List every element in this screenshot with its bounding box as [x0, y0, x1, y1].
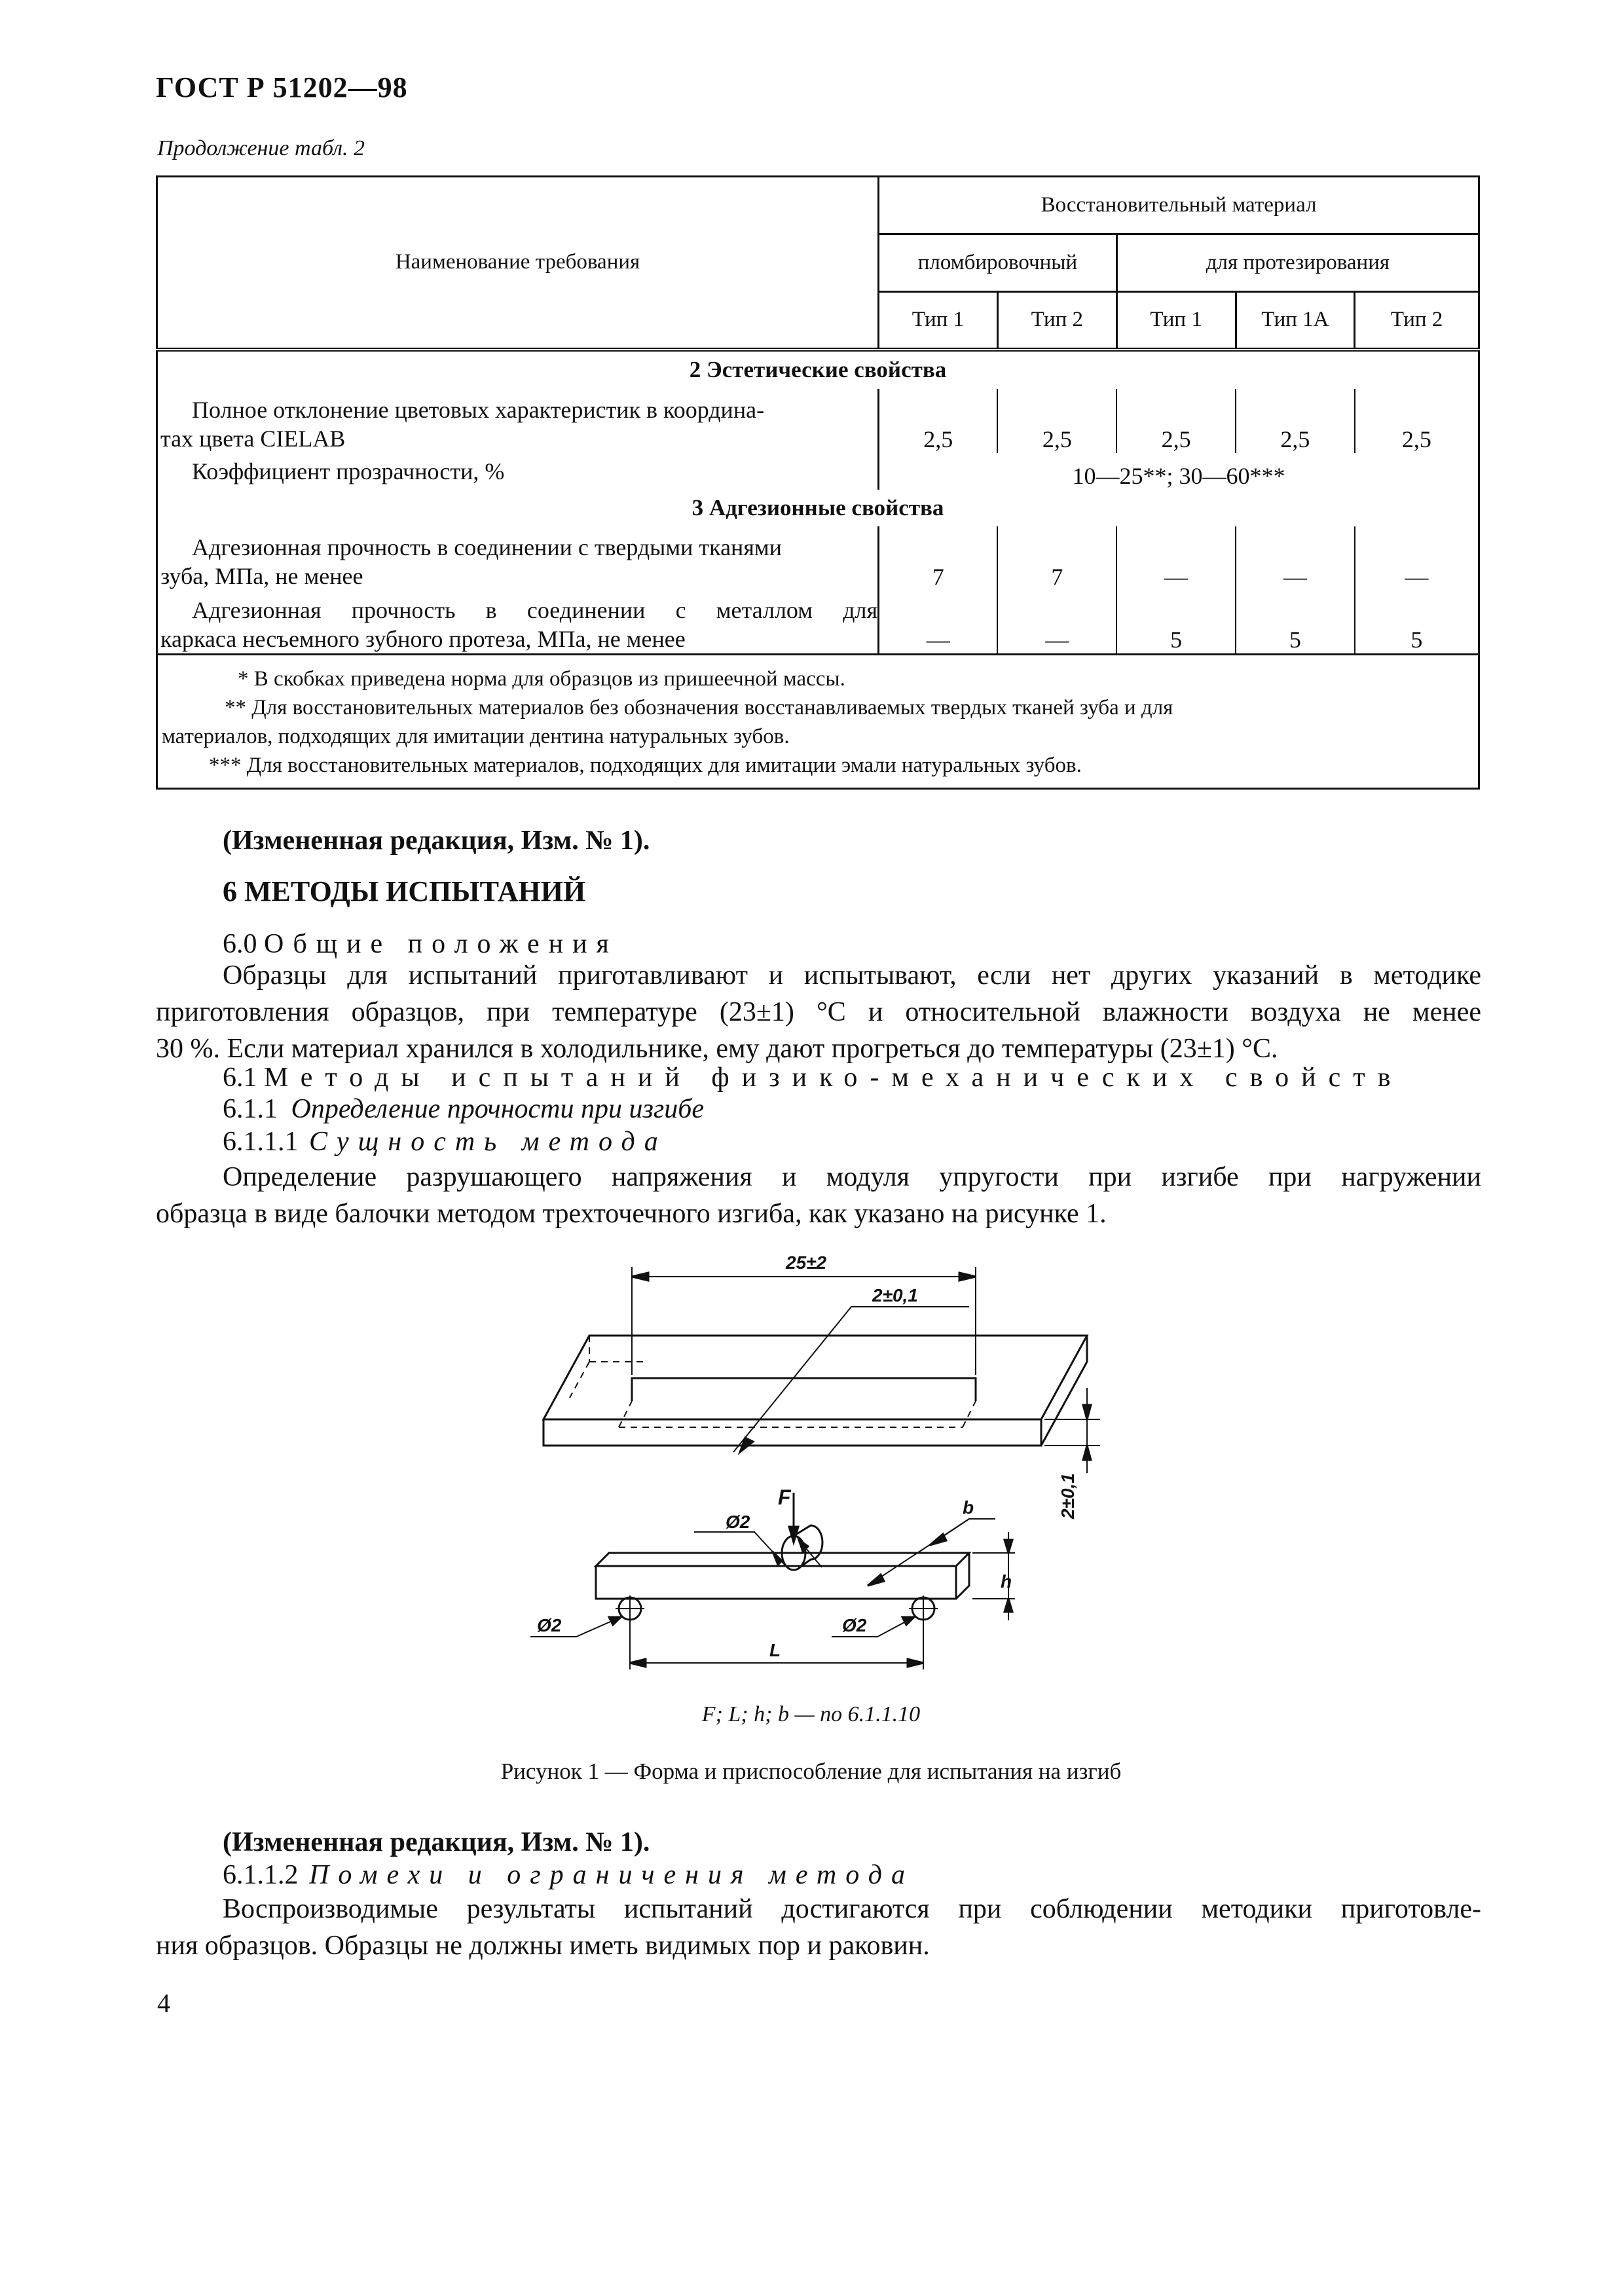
section-title: Общие положения — [264, 929, 618, 959]
value-cell: — — [1116, 526, 1236, 591]
text-line: 30 %. Если материал хранился в холодильнике, ему дают прогреться до температуры (23±1) °С. — [156, 1034, 1278, 1064]
text-line: Определение разрушающего напряжения и модуля упругости при изгибе при нагружении — [223, 1162, 1481, 1192]
section-6-1-1-1-heading — [223, 1123, 667, 1160]
specimen-groove — [632, 1378, 976, 1401]
col-type: Тип 2 — [1355, 292, 1479, 350]
col-type: Тип 1А — [1236, 292, 1355, 350]
section-title: Помехи и ограничения метода — [309, 1860, 914, 1890]
value-cell: 2,5 — [1355, 389, 1479, 453]
label-length: 25±2 — [786, 1252, 827, 1273]
value-cell: 7 — [997, 526, 1116, 591]
value-cell: — — [1355, 526, 1479, 591]
table-continuation-label: Продолжение табл. 2 — [157, 136, 365, 160]
col-type: Тип 1 — [1116, 292, 1236, 350]
text-line: приготовления образцов, при температуре (23±1) °С и относительной влажности воздуха не менее — [156, 997, 1481, 1027]
value-cell: 5 — [1116, 591, 1236, 655]
value-cell-merged: 10—25**; 30—60*** — [879, 453, 1479, 490]
paragraph-interference — [156, 1891, 1481, 1964]
label-phi-left: Ø2 — [537, 1615, 562, 1635]
text-line: образца в виде балочки методом трехточечного изгиба, как указано на рисунке 1. — [156, 1199, 1107, 1229]
row-adhesion-tissue-name — [157, 526, 879, 591]
section-number: 6.1.1 — [223, 1094, 278, 1124]
row-name-line1: Коэффициент прозрачности, % — [192, 458, 505, 484]
amendment-note: (Измененная редакция, Изм. № 1). — [223, 1827, 650, 1857]
col-type: Тип 2 — [997, 292, 1116, 350]
row-name-line2: зуба, МПа, не менее — [160, 562, 363, 589]
row-adhesion-metal-name — [157, 591, 879, 655]
value-cell: 2,5 — [1236, 389, 1355, 453]
label-width: 2±0,1 — [872, 1285, 918, 1305]
text-line: Воспроизводимые результаты испытаний достигаются при соблюдении методики приготовле- — [223, 1894, 1481, 1924]
value-cell: — — [1236, 526, 1355, 591]
value-cell: — — [879, 591, 998, 655]
value-cell: 5 — [1236, 591, 1355, 655]
note-1: * В скобках приведена норма для образцов из пришеечной массы. — [238, 667, 845, 691]
section-number: 6.1.1.1 — [223, 1127, 299, 1157]
section-title: Сущность метода — [309, 1127, 667, 1157]
section-number: 6.1 — [223, 1063, 257, 1093]
section-title: Определение прочности при изгибе — [291, 1094, 705, 1124]
section-aesthetic-title: 2 Эстетические свойства — [157, 350, 1479, 389]
col-header-requirement: Наименование требования — [157, 177, 879, 350]
row-name-line1: Адгезионная прочность в соединении с металлом для — [192, 597, 878, 623]
section-adhesion-title: 3 Адгезионные свойства — [157, 490, 1479, 526]
table-notes — [157, 655, 1479, 789]
row-color-deviation-name — [157, 389, 879, 453]
label-b: b — [963, 1497, 974, 1518]
paragraph-essence — [156, 1159, 1481, 1232]
row-name-line2: тах цвета CIELAB — [160, 425, 346, 452]
label-phi-top: Ø2 — [726, 1512, 750, 1532]
section-number: 6.0 — [223, 929, 257, 959]
col-group-prosthetic: для протезирования — [1116, 234, 1479, 292]
row-transparency-name — [157, 453, 879, 490]
plate-side-edge — [1041, 1362, 1087, 1446]
figure-legend: F; L; h; b — по 6.1.1.10 — [701, 1702, 921, 1726]
col-header-material: Восстановительный материал — [879, 177, 1479, 234]
label-L: L — [769, 1640, 781, 1660]
row-name-line1: Полное отклонение цветовых характеристик в координа- — [192, 396, 765, 423]
label-force: F — [778, 1485, 791, 1509]
page-number: 4 — [157, 1988, 170, 2018]
note-2: ** Для восстановительных материалов без обозначения восстанавливаемых твердых тканей зуба и для — [225, 696, 1173, 720]
row-name-line2: каркаса несъемного зубного протеза, МПа, не менее — [160, 626, 686, 652]
leader-width — [733, 1307, 969, 1452]
section-number: 6.1.1.2 — [223, 1860, 299, 1890]
note-3: *** Для восстановительных материалов, подходящих для имитации эмали натуральных зубов. — [209, 754, 1082, 777]
value-cell: 7 — [932, 563, 944, 590]
value-cell: 2,5 — [923, 426, 953, 452]
value-cell: — — [997, 591, 1116, 655]
beam-front-face — [596, 1566, 956, 1599]
paragraph-general — [156, 957, 1481, 1067]
value-cell: 5 — [1355, 591, 1479, 655]
section-6-1-1-heading — [223, 1091, 704, 1127]
value-cell: 2,5 — [997, 389, 1116, 453]
section-6-1-1-2-heading — [223, 1857, 914, 1893]
figure-1-drawing — [511, 1244, 1126, 1715]
label-phi-right: Ø2 — [842, 1615, 867, 1635]
document-header: ГОСТ Р 51202—98 — [156, 71, 408, 103]
col-group-filling: пломбировочный — [879, 234, 1117, 292]
section-6-heading: 6 МЕТОДЫ ИСПЫТАНИЙ — [223, 875, 586, 907]
text-line: Образцы для испытаний приготавливают и испытывают, если нет других указаний в методике — [223, 960, 1481, 991]
requirements-table — [156, 175, 1480, 790]
label-h: h — [1001, 1571, 1012, 1592]
figure-caption: Рисунок 1 — Форма и приспособление для испытания на изгиб — [500, 1758, 1122, 1784]
amendment-note: (Измененная редакция, Изм. № 1). — [223, 826, 650, 856]
label-height: 2±0,1 — [1058, 1473, 1078, 1519]
row-name-line1: Адгезионная прочность в соединении с твердыми тканями — [192, 534, 782, 560]
section-title: Методы испытаний физико-механических свойств — [264, 1063, 1403, 1093]
note-2-cont: материалов, подходящих для имитации дентина натуральных зубов. — [162, 725, 790, 748]
plate-front-face — [544, 1419, 1041, 1446]
col-type: Тип 1 — [879, 292, 998, 350]
value-cell: 2,5 — [1116, 389, 1236, 453]
text-line: ния образцов. Образцы не должны иметь видимых пор и раковин. — [156, 1931, 930, 1961]
